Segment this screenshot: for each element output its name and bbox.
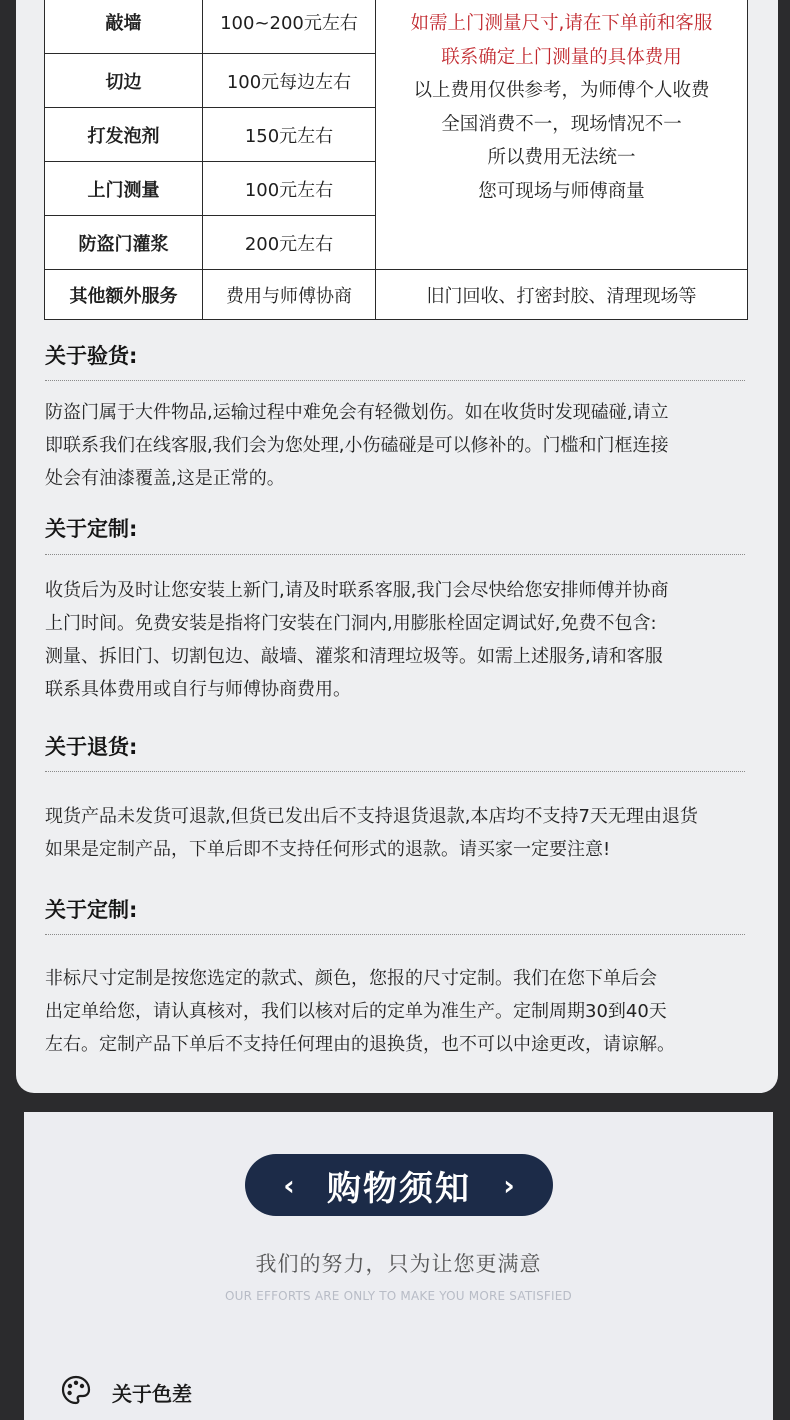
price-cell: 费用与师傅协商 bbox=[203, 270, 376, 320]
service-cell: 上门测量 bbox=[45, 162, 203, 216]
section-line: 非标尺寸定制是按您选定的款式、颜色，您报的尺寸定制。我们在您下单后会 bbox=[45, 968, 657, 989]
fee-notes-cell bbox=[376, 0, 748, 270]
shopping-notice-panel bbox=[24, 1112, 773, 1420]
section-line: 出定单给您，请认真核对，我们以核对后的定单为准生产。定制周期30到40天 bbox=[45, 1001, 667, 1022]
section-line: 防盗门属于大件物品,运输过程中难免会有轻微划伤。如在收货时发现磕碰,请立 bbox=[45, 402, 669, 423]
price-cell: 100~200元左右 bbox=[203, 0, 376, 54]
section-line: 联系具体费用或自行与师傅协商费用。 bbox=[45, 679, 351, 700]
price-cell: 150元左右 bbox=[203, 108, 376, 162]
fee-note-red: 联系确定上门测量的具体费用 bbox=[441, 46, 682, 68]
section-divider bbox=[45, 554, 745, 555]
fee-table bbox=[44, 0, 748, 320]
note-cell: 旧门回收、打密封胶、清理现场等 bbox=[376, 270, 748, 320]
notice-title: 购物须知 bbox=[327, 1168, 471, 1209]
price-cell: 200元左右 bbox=[203, 216, 376, 270]
topic-color-difference bbox=[60, 1374, 192, 1410]
section-divider bbox=[45, 771, 745, 772]
section-line: 收货后为及时让您安装上新门,请及时联系客服,我门会尽快给您安排师傅并协商 bbox=[45, 580, 669, 601]
notice-banner bbox=[245, 1154, 553, 1216]
table-row bbox=[45, 270, 748, 320]
service-cell: 其他额外服务 bbox=[45, 270, 203, 320]
price-cell: 100元左右 bbox=[203, 162, 376, 216]
section-body bbox=[45, 962, 775, 1061]
service-cell: 防盗门灌浆 bbox=[45, 216, 203, 270]
section-body bbox=[45, 800, 775, 866]
fee-note: 以上费用仅供参考，为师傅个人收费 bbox=[413, 80, 710, 101]
table-row bbox=[45, 0, 748, 54]
section-line: 处会有油漆覆盖,这是正常的。 bbox=[45, 468, 285, 489]
section-line: 测量、拆旧门、切割包边、敲墙、灌浆和清理垃圾等。如需上述服务,请和客服 bbox=[45, 646, 663, 667]
section-divider bbox=[45, 380, 745, 381]
service-cell: 敲墙 bbox=[45, 0, 203, 54]
section-line: 左右。定制产品下单后不支持任何理由的退换货，也不可以中途更改，请谅解。 bbox=[45, 1034, 675, 1055]
price-cell: 100元每边左右 bbox=[203, 54, 376, 108]
fee-note-red: 如需上门测量尺寸,请在下单前和客服 bbox=[410, 13, 713, 34]
section-line: 即联系我们在线客服,我们会为您处理,小伤磕碰是可以修补的。门槛和门框连接 bbox=[45, 435, 669, 456]
notice-subtitle-en: OUR EFFORTS ARE ONLY TO MAKE YOU MORE SATISFIED bbox=[225, 1289, 572, 1303]
section-line: 如果是定制产品，下单后即不支持任何形式的退款。请买家一定要注意! bbox=[45, 839, 611, 860]
section-divider bbox=[45, 934, 745, 935]
section-line: 现货产品未发货可退款,但货已发出后不支持退货退款,本店均不支持7天无理由退货 bbox=[45, 806, 698, 827]
fee-note: 所以费用无法统一 bbox=[487, 147, 636, 168]
section-title: 关于退货: bbox=[45, 735, 138, 759]
service-cell: 切边 bbox=[45, 54, 203, 108]
section-body bbox=[45, 396, 775, 495]
topic-label: 关于色差 bbox=[112, 1381, 192, 1406]
fee-note: 全国消费不一，现场情况不一 bbox=[441, 113, 682, 135]
service-cell: 打发泡剂 bbox=[45, 108, 203, 162]
fee-note: 您可现场与师傅商量 bbox=[478, 180, 645, 202]
chevron-right-icon[interactable]: › bbox=[503, 1168, 515, 1202]
chevron-left-icon[interactable]: ‹ bbox=[283, 1168, 295, 1202]
notice-subtitle: 我们的努力，只为让您更满意 bbox=[255, 1252, 542, 1276]
info-card bbox=[16, 0, 778, 1093]
section-body bbox=[45, 574, 775, 706]
section-title: 关于定制: bbox=[45, 517, 138, 541]
section-title: 关于定制: bbox=[45, 898, 138, 922]
section-title: 关于验货: bbox=[45, 344, 138, 368]
section-line: 上门时间。免费安装是指将门安装在门洞内,用膨胀栓固定调试好,免费不包含: bbox=[45, 613, 657, 634]
palette-icon bbox=[60, 1374, 92, 1410]
